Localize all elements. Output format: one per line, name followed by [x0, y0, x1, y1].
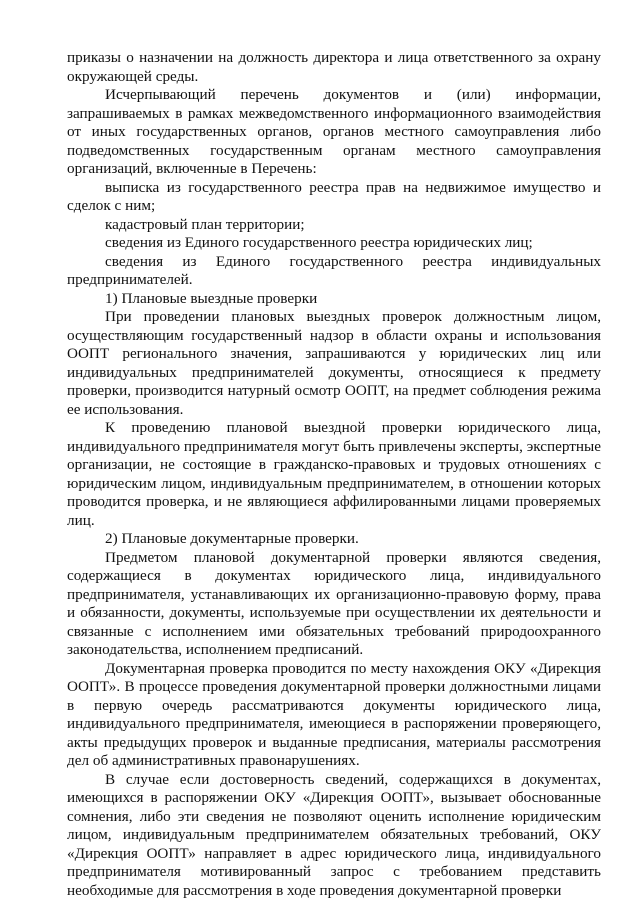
list-item-property-registry: выписка из государственного реестра прав на недвижимое имущество и сделок с ним;	[67, 178, 601, 214]
list-item-legal-entities-registry: сведения из Единого государственного реестра юридических лиц;	[105, 234, 533, 251]
paragraph-documentary-subject: Предметом плановой документарной проверки являются сведения, содержащиеся в документах юридического лица, индивидуального предпринимателя, устанавливающих их организационно-правовую форму, права и обязанности, документы, используемые при осуществлении их деятельности и связанные с исполнением ими обязательных требований природоохранного законодательства, исполнением предписаний.	[67, 548, 601, 658]
list-item-entrepreneurs-registry: сведения из Единого государственного реестра индивидуальных предпринимателей.	[67, 252, 601, 288]
paragraph-experts: К проведению плановой выездной проверки юридического лица, индивидуального предпринимателя могут быть привлечены эксперты, экспертные организации, не состоящие в гражданско-правовых и трудовых отношениях с юридическим лицом, индивидуальным предпринимателем, в отношении которых проводится проверка, и не являющиеся аффилированными лицами проверяемых лиц.	[67, 419, 601, 529]
heading-documentary-inspections: 2) Плановые документарные проверки.	[105, 530, 359, 547]
paragraph-reliability-doubts: В случае если достоверность сведений, содержащихся в документах, имеющихся в распоряжении ОКУ «Дирекция ООПТ», вызывает обоснованные сомнения, либо эти сведения не позволяют оценить исполнение юридическим лицом, индивидуальным предпринимателем обязательных требований, ОКУ «Дирекция ООПТ» направляет в адрес юридического лица, индивидуального предпринимателя мотивированный запрос с требованием представить необходимые для рассмотрения в ходе проведения документарной проверки	[67, 770, 601, 899]
paragraph-documentary-location: Документарная проверка проводится по месту нахождения ОКУ «Дирекция ООПТ». В процессе проведения документарной проверки должностными лицами в первую очередь рассматриваются документы юридического лица, индивидуального предпринимателя, имеющиеся в распоряжении проверяющего, акты предыдущих проверок и выданные предписания, материалы рассмотрения дел об административных правонарушениях.	[67, 659, 601, 769]
paragraph-interagency-list-intro: Исчерпывающий перечень документов и (или) информации, запрашиваемых в рамках межведомственного информационного взаимодействия от иных государственных органов, органов местного самоуправления либо подведомственных государственным органам местного самоуправления организаций, включенные в Перечень:	[67, 86, 601, 177]
list-item-cadastral-plan: кадастровый план территории;	[105, 215, 305, 233]
heading-field-inspections: 1) Плановые выездные проверки	[105, 289, 318, 307]
document-page	[67, 49, 601, 900]
paragraph-orders: приказы о назначении на должность директора и лица ответственного за охрану окружающей среды.	[67, 49, 601, 85]
paragraph-field-inspections: При проведении плановых выездных проверок должностным лицом, осуществляющим государственный надзор в области охраны и использования ООПТ регионального значения, запрашиваются у юридических лиц или индивидуальных предпринимателей документы, относящиеся к предмету проверки, производится натурный осмотр ООПТ, на предмет соблюдения режима ее использования.	[67, 308, 601, 418]
